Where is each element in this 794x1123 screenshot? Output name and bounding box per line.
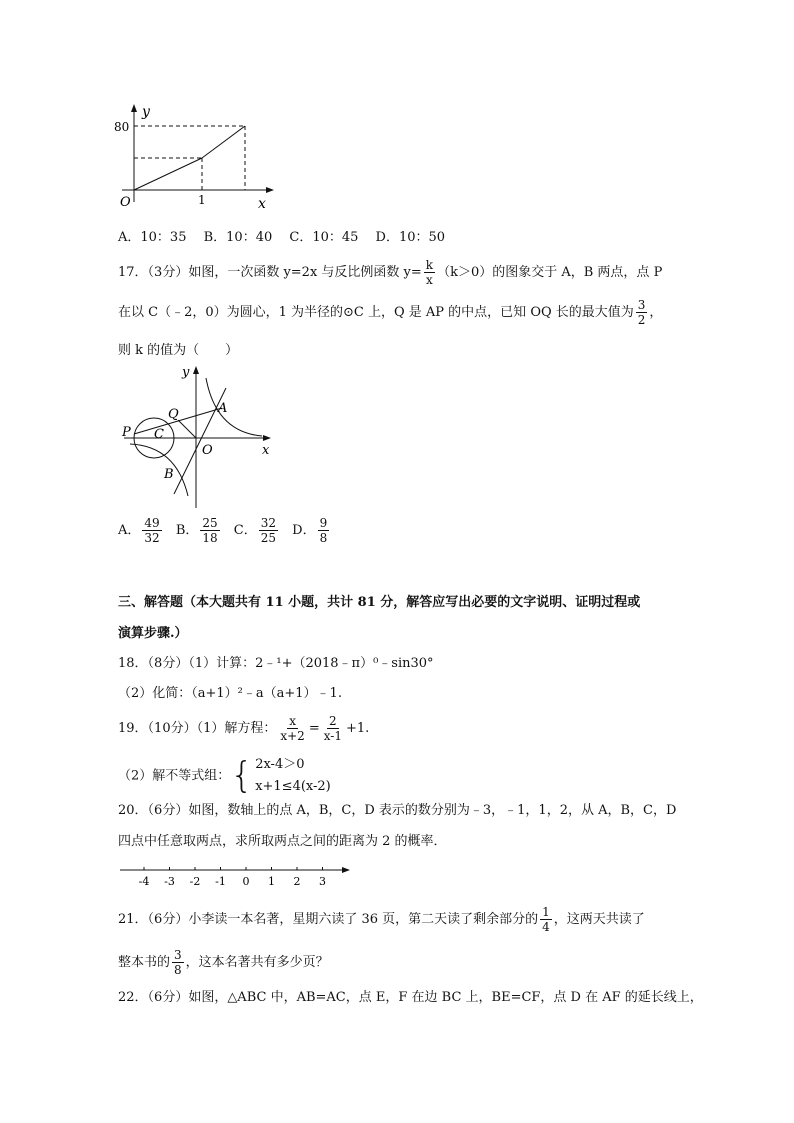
x-axis-label: x xyxy=(258,196,266,212)
section3-heading-line1: 三、解答题（本大题共有 11 小题，共计 81 分，解答应写出必要的文字说明、证明过程或 xyxy=(118,595,641,610)
q17-text-a: 17．（3分）如图，一次函数 y=2x 与反比例函数 y= xyxy=(118,265,422,280)
number-line xyxy=(116,862,356,890)
q21-line1: 21．（6分）小李读一本名著，星期六读了 36 页，第二天读了剩余部分的 $\frac{1}{4}$ ，这两天共读了 xyxy=(118,905,645,934)
q18-line1: 18．（8分）（1）计算：2﹣¹+（2018﹣π）⁰﹣sin30° xyxy=(118,656,434,671)
tick-label: 3 xyxy=(319,875,326,888)
q17-text-d: ， xyxy=(649,305,663,320)
q22-line1: 22．（6分）如图，△ABC 中，AB=AC，点 E，F 在边 BC 上，BE=CF，点 D 在 AF 的延长线上， xyxy=(118,990,703,1005)
y-arrow-icon xyxy=(193,366,199,374)
point-o: O xyxy=(202,443,213,458)
option-d: D． $\frac{9}{8}$ xyxy=(292,516,328,545)
q18-line2: （2）化简：（a+1）²﹣a（a+1）﹣1. xyxy=(118,686,342,701)
point-b: B xyxy=(164,467,174,482)
q20-line1: 20．（6分）如图，数轴上的点 A，B，C，D 表示的数分别为﹣3，﹣1，1，2，从 A，B，C，D xyxy=(118,803,677,818)
fraction-x-over-x-plus-2: $\frac{x}{x+2}$ xyxy=(280,714,305,743)
q19-line2: （2）解不等式组： { 2x-4＞0 x+1≤4(x-2) xyxy=(118,755,331,796)
tick-label: -3 xyxy=(164,875,175,888)
q16-options: A．10：35 B．10：40 C．10：45 D．10：50 xyxy=(118,230,446,245)
inequality-system xyxy=(230,754,330,798)
inequality-2: x+1≤4(x-2) xyxy=(255,779,331,794)
point-c: C xyxy=(154,427,164,442)
y-axis-label: y xyxy=(142,104,150,120)
y-arrow-icon xyxy=(131,104,137,112)
x-arrow-icon xyxy=(266,187,274,193)
point-a: A xyxy=(218,401,228,416)
fraction-2-over-x-minus-1: $\frac{2}{x-1}$ xyxy=(323,714,342,743)
section3-heading-line2: 演算步骤.） xyxy=(118,626,188,641)
tick-80: 80 xyxy=(114,120,130,134)
tick-1: 1 xyxy=(198,193,206,207)
point-q: Q xyxy=(168,407,179,422)
fraction-3-over-8: $\frac{3}{8}$ xyxy=(174,948,182,977)
option-c: C． $\frac{32}{25}$ xyxy=(233,516,277,545)
hyperbola-branch-2 xyxy=(130,444,188,496)
tick-label: -1 xyxy=(215,875,226,888)
fraction-3-over-2: $\frac{3}{2}$ xyxy=(637,298,646,327)
segment xyxy=(134,158,202,190)
x-label: x xyxy=(262,443,270,458)
q17-line2 xyxy=(118,298,662,327)
tick-label: 2 xyxy=(293,875,301,888)
q17-line1 xyxy=(118,258,662,287)
option-b: B． $\frac{25}{18}$ xyxy=(175,516,218,545)
q17-figure xyxy=(116,362,278,510)
y-label: y xyxy=(182,365,190,380)
q17-line3: 则 k 的值为（ ） xyxy=(118,343,239,358)
number-line-arrow-icon xyxy=(342,867,350,873)
tick-label: -4 xyxy=(138,875,150,888)
fraction-k-over-x: $\frac{k}{x}$ xyxy=(425,258,434,287)
origin-label: O xyxy=(120,195,131,210)
segment-oq xyxy=(178,420,196,438)
tick-label: 0 xyxy=(242,875,250,888)
q17-text-c: 在以 C（﹣2，0）为圆心，1 为半径的⊙C 上，Q 是 AP 的中点，已知 OQ 长的最大值为 xyxy=(118,305,634,320)
tick-label: 1 xyxy=(268,875,275,888)
tick-label: -2 xyxy=(189,875,201,888)
fraction-1-over-4: $\frac{1}{4}$ xyxy=(542,905,550,934)
q20-line2: 四点中任意取两点，求所取两点之间的距离为 2 的概率． xyxy=(118,834,447,849)
q19-line1: 19．（10分）（1）解方程： $\frac{x}{x+2}$ = $\frac{2}{x-1}$ +1. xyxy=(118,714,370,743)
point-p: P xyxy=(122,425,131,440)
segment xyxy=(202,126,245,158)
hyperbola-branch-1 xyxy=(206,378,262,436)
q17-options xyxy=(118,516,339,545)
q17-text-b: （k＞0）的图象交于 A，B 两点，点 P xyxy=(437,265,663,280)
x-arrow-icon xyxy=(263,435,271,441)
brace-icon: { xyxy=(230,755,254,796)
q16-graph xyxy=(112,100,282,212)
q21-line2: 整本书的 $\frac{3}{8}$ ，这本名著共有多少页？ xyxy=(118,948,329,977)
option-a: A． $\frac{49}{32}$ xyxy=(118,516,160,545)
inequality-1: 2x-4＞0 xyxy=(255,757,305,772)
